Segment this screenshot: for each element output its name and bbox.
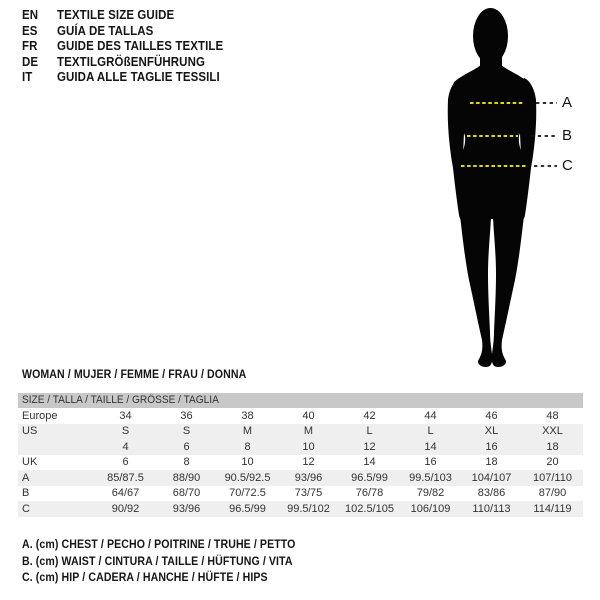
table-cell: 93/96 <box>172 502 201 515</box>
legend-hip: C. (cm) HIP / CADERA / HANCHE / HÜFTE / HIPS <box>22 572 268 584</box>
table-cell: M <box>242 425 253 438</box>
lang-row-es <box>22 24 223 40</box>
lang-code: EN <box>22 8 39 22</box>
size-table-header <box>18 393 583 408</box>
lang-code: FR <box>22 39 38 53</box>
table-cell: S <box>182 425 191 438</box>
silhouette-left-leg <box>457 162 492 367</box>
table-cell: 64/67 <box>111 487 140 500</box>
table-cell: 110/113 <box>472 502 511 515</box>
lang-row-de <box>22 55 223 71</box>
legend-chest: A. (cm) CHEST / PECHO / POITRINE / TRUHE / PETTO <box>22 539 296 551</box>
language-header <box>22 8 223 86</box>
table-cell: 4 <box>122 440 129 453</box>
table-row <box>18 408 583 424</box>
size-table <box>18 393 583 517</box>
table-cell: M <box>303 425 314 438</box>
table-cell: 14 <box>424 440 437 453</box>
table-cell: 6 <box>122 456 129 469</box>
table-cell: 38 <box>241 409 254 422</box>
lang-title: GUÍA DE TALLAS <box>56 23 154 38</box>
table-cell: 68/70 <box>172 487 201 500</box>
size-table-header-label: SIZE / TALLA / TAILLE / GRÖSSE / TAGLIA <box>22 394 219 406</box>
woman-silhouette <box>430 2 580 374</box>
legend-waist: B. (cm) WAIST / CINTURA / TAILLE / HÜFTUNG / VITA <box>22 555 293 568</box>
lang-code: ES <box>22 23 38 38</box>
table-row <box>18 486 583 502</box>
table-cell: 106/109 <box>410 502 451 515</box>
table-cell: 40 <box>302 409 315 422</box>
table-cell: 99.5/102 <box>287 502 330 515</box>
table-cell: 99.5/103 <box>409 471 452 484</box>
table-cell: 18 <box>485 456 498 469</box>
measurement-legend <box>22 537 295 587</box>
table-cell: 88/90 <box>172 471 201 484</box>
table-cell: 14 <box>363 456 376 469</box>
table-cell: XL <box>484 425 499 438</box>
table-cell: 10 <box>241 456 254 469</box>
table-row-label: B <box>22 487 30 500</box>
table-cell: 90.5/92.5 <box>224 471 271 484</box>
lang-title: TEXTILGRÖßENFÜHRUNG <box>56 54 206 69</box>
silhouette-right-leg <box>492 162 527 367</box>
table-row <box>18 439 583 455</box>
table-cell: 48 <box>546 409 559 422</box>
table-cell: 16 <box>485 440 498 453</box>
table-cell: 85/87.5 <box>107 471 144 484</box>
table-cell: 90/92 <box>111 502 140 515</box>
table-cell: 18 <box>546 440 559 453</box>
lang-row-fr <box>22 39 223 55</box>
table-cell: 76/78 <box>355 487 384 500</box>
table-cell: 104/107 <box>471 471 512 484</box>
marker-label-c: C <box>562 157 573 174</box>
table-cell: 93/96 <box>294 471 323 484</box>
table-cell: 87/90 <box>538 487 567 500</box>
table-cell: 96.5/99 <box>229 502 266 515</box>
lang-row-it <box>22 70 223 86</box>
table-cell: 16 <box>424 456 437 469</box>
table-row <box>18 455 583 471</box>
table-cell: 46 <box>485 409 498 422</box>
table-cell: 73/75 <box>294 487 323 500</box>
table-cell: 107/110 <box>533 471 572 484</box>
table-row <box>18 501 583 517</box>
table-row-label: A <box>22 471 30 484</box>
table-cell: 8 <box>183 456 190 469</box>
section-title: WOMAN / MUJER / FEMME / FRAU / DONNA <box>22 369 247 381</box>
table-cell: 44 <box>424 409 437 422</box>
table-cell: 12 <box>302 456 315 469</box>
table-cell: 70/72.5 <box>229 487 266 500</box>
table-cell: 6 <box>183 440 190 453</box>
lang-title: GUIDA ALLE TAGLIE TESSILI <box>56 70 220 84</box>
table-cell: 12 <box>363 440 376 453</box>
table-cell: 8 <box>244 440 251 453</box>
table-cell: 20 <box>546 456 559 469</box>
marker-label-a: A <box>562 94 573 111</box>
table-cell: L <box>366 425 373 438</box>
lang-code: IT <box>22 70 33 84</box>
lang-title: GUIDE DES TAILLES TEXTILE <box>56 39 224 53</box>
table-row <box>18 470 583 486</box>
lang-row-en <box>22 8 223 24</box>
table-cell: 79/82 <box>416 487 445 500</box>
table-cell: 10 <box>302 440 315 453</box>
lang-code: DE <box>22 54 39 69</box>
table-cell: 36 <box>180 409 193 422</box>
table-row <box>18 424 583 440</box>
table-cell: 114/119 <box>533 502 572 515</box>
marker-label-b: B <box>562 127 573 144</box>
table-cell: 34 <box>119 409 132 422</box>
table-cell: 96.5/99 <box>351 471 388 484</box>
table-row-label: US <box>22 425 38 438</box>
table-cell: XXL <box>542 425 563 438</box>
table-row-label: UK <box>22 456 38 469</box>
lang-title: TEXTILE SIZE GUIDE <box>56 8 175 22</box>
table-row-label: Europe <box>22 409 58 422</box>
table-cell: 102.5/105 <box>345 502 394 515</box>
table-cell: 83/86 <box>477 487 506 500</box>
table-cell: 42 <box>363 409 376 422</box>
table-cell: S <box>121 425 130 438</box>
size-table-body <box>18 408 583 517</box>
table-cell: L <box>427 425 434 438</box>
table-row-label: C <box>22 502 30 515</box>
